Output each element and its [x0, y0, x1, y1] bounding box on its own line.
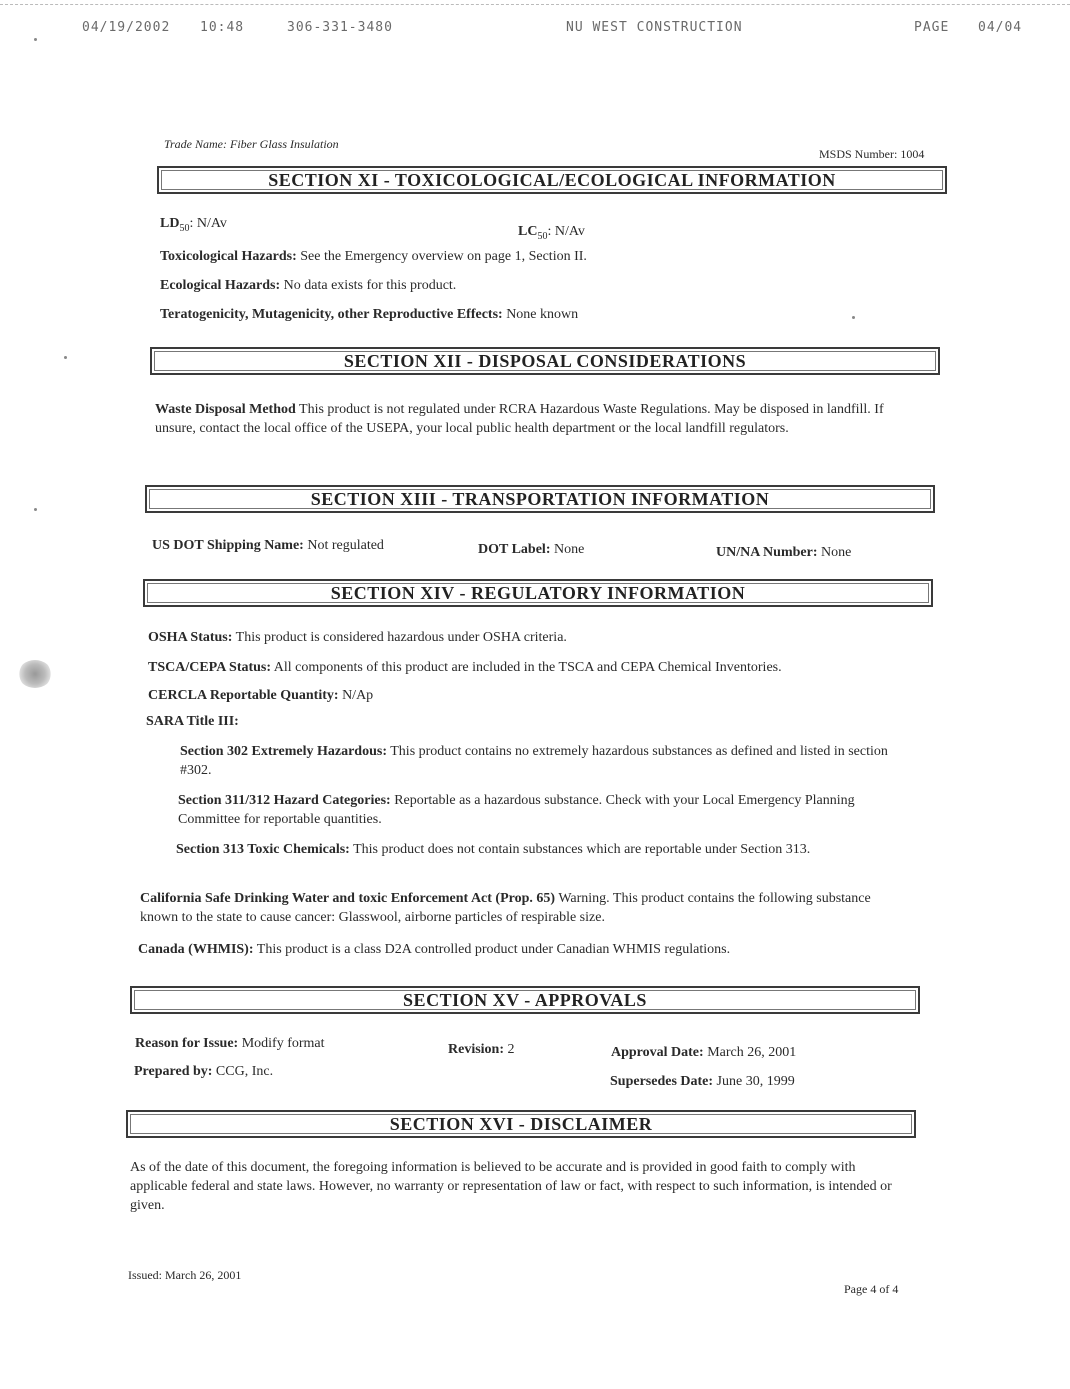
eco-label: Ecological Hazards: — [160, 278, 281, 293]
s313-label: Section 313 Toxic Chemicals: — [176, 842, 350, 857]
section-11-header: SECTION XI - TOXICOLOGICAL/ECOLOGICAL INFORMATION — [157, 166, 947, 194]
un-value: None — [821, 545, 852, 560]
lc50-value: : N/Av — [547, 224, 585, 239]
lc50-label: LC — [518, 224, 538, 239]
prepared-value: CCG, Inc. — [215, 1064, 274, 1079]
reason-label: Reason for Issue: — [135, 1036, 239, 1051]
ld50-field — [160, 214, 227, 238]
ca-label: California Safe Drinking Water and toxic Enforcement Act (Prop. 65) — [140, 891, 556, 906]
revision-label: Revision: — [448, 1042, 504, 1057]
msds-number: MSDS Number: 1004 — [819, 147, 925, 161]
fax-header — [0, 20, 1070, 40]
dot-label-field — [478, 540, 584, 559]
section-313-paragraph — [176, 840, 906, 859]
revision-value: 2 — [507, 1042, 515, 1057]
terat-label: Teratogenicity, Mutagenicity, other Reproductive Effects: — [160, 307, 503, 322]
tsca-value: All components of this product are included in the TSCA and CEPA Chemical Inventories. — [273, 660, 782, 675]
tox-label: Toxicological Hazards: — [160, 249, 297, 264]
fax-top-rule — [0, 4, 1070, 5]
lc50-field — [518, 222, 585, 246]
ship-value: Not regulated — [307, 538, 384, 553]
section-12-header: SECTION XII - DISPOSAL CONSIDERATIONS — [150, 347, 940, 375]
tsca-label: TSCA/CEPA Status: — [148, 660, 272, 675]
scan-speck-icon — [34, 38, 37, 41]
sara-title: SARA Title III: — [146, 714, 239, 729]
trade-name: Trade Name: Fiber Glass Insulation — [164, 137, 339, 151]
canada-label: Canada (WHMIS): — [138, 942, 254, 957]
dot-label: DOT Label: — [478, 542, 551, 557]
revision-field — [448, 1040, 515, 1059]
section-13-header: SECTION XIII - TRANSPORTATION INFORMATION — [145, 485, 935, 513]
toxicological-hazards — [160, 247, 587, 266]
s302-label: Section 302 Extremely Hazardous: — [180, 744, 387, 759]
shipping-name — [152, 536, 384, 555]
lc50-subscript: 50 — [537, 230, 548, 242]
cercla-value: N/Ap — [342, 688, 374, 703]
s302-text: This product contains no extremely hazardous substances as defined and listed in section #302. — [180, 744, 888, 778]
canada-value: This product is a class D2A controlled product under Canadian WHMIS regulations. — [256, 942, 731, 957]
dot-value: None — [553, 542, 585, 557]
ld50-value: : N/Av — [189, 216, 227, 231]
scan-speck-icon — [34, 508, 37, 511]
s313-text: This product does not contain substances which are reportable under Section 313. — [353, 842, 811, 857]
ecological-hazards — [160, 276, 456, 295]
section-15-header: SECTION XV - APPROVALS — [130, 986, 920, 1014]
ld50-subscript: 50 — [179, 222, 190, 234]
issued-date: Issued: March 26, 2001 — [128, 1268, 242, 1282]
un-na-number — [716, 543, 851, 562]
reason-for-issue — [135, 1034, 325, 1053]
waste-disposal-paragraph — [155, 400, 900, 438]
approval-label: Approval Date: — [611, 1045, 704, 1060]
section-16-header: SECTION XVI - DISCLAIMER — [126, 1110, 916, 1138]
cercla-quantity — [148, 686, 373, 705]
osha-value: This product is considered hazardous under OSHA criteria. — [235, 630, 567, 645]
supersedes-date — [610, 1072, 795, 1091]
osha-label: OSHA Status: — [148, 630, 233, 645]
tox-value: See the Emergency overview on page 1, Section II. — [300, 249, 587, 264]
reason-value: Modify format — [241, 1036, 325, 1051]
section-311-paragraph — [178, 791, 868, 829]
s311-text: Reportable as a hazardous substance. Check with your Local Emergency Planning Committee for reportable quantities. — [178, 793, 855, 827]
supersedes-value: June 30, 1999 — [716, 1074, 795, 1089]
eco-value: No data exists for this product. — [283, 278, 457, 293]
disclaimer-paragraph: As of the date of this document, the foregoing information is believed to be accurate and is provided in good faith to comply with applicable federal and state laws. However, no warranty or representation of law or fact, with respect to such information, is intended or given. — [130, 1160, 892, 1213]
canada-whmis — [138, 940, 730, 959]
approval-date — [611, 1043, 796, 1062]
fax-phone: 306-331-3480 — [287, 20, 393, 35]
fax-date: 04/19/2002 — [82, 20, 171, 35]
tsca-cepa-status — [148, 658, 782, 677]
fax-company: NU WEST CONSTRUCTION — [566, 20, 743, 35]
scan-smudge-icon — [18, 660, 52, 688]
fax-page-number: 04/04 — [978, 20, 1023, 35]
un-label: UN/NA Number: — [716, 545, 818, 560]
approval-value: March 26, 2001 — [707, 1045, 797, 1060]
terat-value: None known — [506, 307, 579, 322]
waste-label: Waste Disposal Method — [155, 402, 296, 417]
section-14-header: SECTION XIV - REGULATORY INFORMATION — [143, 579, 933, 607]
prepared-by — [134, 1062, 273, 1081]
supersedes-label: Supersedes Date: — [610, 1074, 714, 1089]
fax-time: 10:48 — [200, 20, 245, 35]
osha-status — [148, 628, 567, 647]
section-302-paragraph — [180, 742, 915, 780]
scan-speck-icon — [64, 356, 67, 359]
waste-text: This product is not regulated under RCRA Hazardous Waste Regulations. May be disposed in landfill. If unsure, contact the local office of the USEPA, your local public health department or the local landfill regulators. — [155, 402, 884, 436]
california-prop65-paragraph — [140, 889, 885, 927]
ca-text: Warning. This product contains the following substance known to the state to cause cancer: Glasswool, airborne particles of respirable size. — [140, 891, 871, 925]
scan-speck-icon — [852, 316, 855, 319]
ship-label: US DOT Shipping Name: — [152, 538, 304, 553]
prepared-label: Prepared by: — [134, 1064, 213, 1079]
teratogenicity — [160, 305, 578, 324]
page-number: Page 4 of 4 — [844, 1282, 899, 1296]
ld50-label: LD — [160, 216, 180, 231]
s311-label: Section 311/312 Hazard Categories: — [178, 793, 391, 808]
cercla-label: CERCLA Reportable Quantity: — [148, 688, 339, 703]
fax-page-label: PAGE — [914, 20, 950, 35]
